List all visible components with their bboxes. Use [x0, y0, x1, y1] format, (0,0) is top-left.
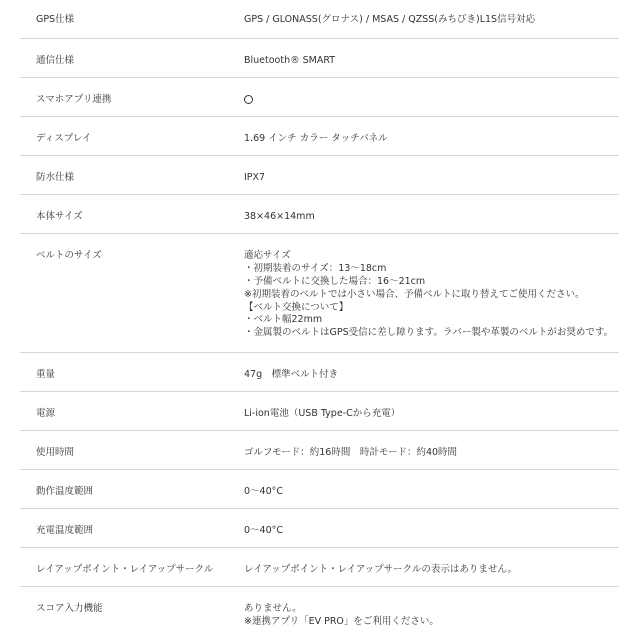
spec-value	[244, 447, 619, 460]
spec-label: スマホアプリ連携	[36, 94, 112, 105]
spec-value	[244, 525, 619, 538]
spec-value	[244, 172, 619, 185]
spec-label: GPS仕様	[36, 14, 75, 25]
spec-row-waterproof	[20, 156, 619, 195]
spec-row-communication	[20, 39, 619, 78]
spec-row-belt-size	[20, 234, 619, 353]
spec-value	[244, 14, 619, 27]
spec-value-line: 1.69 インチ カラー タッチパネル	[244, 133, 388, 144]
spec-label: 本体サイズ	[36, 211, 83, 222]
spec-value	[244, 94, 619, 106]
spec-value-line: ・初期装着のサイズ：13〜18cm	[244, 262, 387, 274]
spec-label: 充電温度範囲	[36, 525, 94, 536]
spec-label: ディスプレイ	[36, 133, 92, 144]
spec-row-weight	[20, 353, 619, 392]
spec-value	[244, 603, 619, 629]
spec-value-line: Li-ion電池（USB Type-Cから充電）	[244, 408, 401, 419]
spec-label: 使用時間	[36, 447, 75, 458]
spec-row-charging-temperature	[20, 509, 619, 548]
spec-value-line: 38×46×14mm	[244, 211, 315, 222]
spec-value-line: 適応サイズ	[244, 250, 291, 261]
spec-value	[244, 133, 619, 146]
spec-row-body-size	[20, 195, 619, 234]
spec-value	[244, 211, 619, 224]
spec-value-line: ※連携アプリ「EV PRO」をご利用ください。	[244, 615, 439, 627]
spec-value	[244, 55, 619, 68]
spec-value-line: ゴルフモード：約16時間 時計モード：約40時間	[244, 447, 458, 458]
spec-label: 電源	[36, 408, 56, 419]
spec-value-line: Bluetooth® SMART	[244, 55, 336, 66]
spec-label: スコア入力機能	[36, 603, 103, 614]
spec-value	[244, 369, 619, 382]
spec-row-score-input	[20, 587, 619, 637]
spec-value-line: 0〜40°C	[244, 525, 284, 536]
spec-label: 動作温度範囲	[36, 486, 94, 497]
spec-label: ベルトのサイズ	[36, 250, 102, 261]
spec-label: 防水仕様	[36, 172, 75, 183]
circle-icon	[244, 95, 253, 104]
spec-value-line: GPS / GLONASS(グロナス) / MSAS / QZSS(みちびき)L1S信号対応	[244, 14, 536, 25]
spec-label: 通信仕様	[36, 55, 75, 66]
spec-value-line: ・金属製のベルトはGPS受信に差し障ります。ラバー製や革製のベルトがお奨めです。	[244, 327, 614, 339]
spec-row-display	[20, 117, 619, 156]
spec-value-line: 0〜40°C	[244, 486, 284, 497]
spec-row-usage-time	[20, 431, 619, 470]
spec-value-line: IPX7	[244, 172, 266, 183]
spec-row-operating-temperature	[20, 470, 619, 509]
spec-value-line: 47g 標準ベルト付き	[244, 369, 339, 380]
spec-row-smartphone-app	[20, 78, 619, 117]
spec-value	[244, 408, 619, 421]
spec-row-layup-point	[20, 548, 619, 587]
spec-value	[244, 564, 619, 577]
spec-row-gps	[20, 2, 619, 39]
spec-value-line: 【ベルト交換について】	[244, 301, 349, 313]
spec-value-line: ありません。	[244, 603, 302, 614]
spec-value	[244, 250, 619, 340]
spec-label: 重量	[36, 369, 56, 380]
spec-value-line: ・ベルト幅22mm	[244, 314, 323, 326]
spec-value-line: ※初期装着のベルトでは小さい場合、予備ベルトに取り替えてご使用ください。	[244, 288, 585, 300]
spec-row-power	[20, 392, 619, 431]
spec-value	[244, 486, 619, 499]
spec-value-line: ・予備ベルトに交換した場合：16〜21cm	[244, 275, 426, 287]
spec-value-line: レイアップポイント・レイアップサークルの表示はありません。	[244, 564, 517, 575]
spec-label: レイアップポイント・レイアップサークル	[36, 564, 214, 575]
